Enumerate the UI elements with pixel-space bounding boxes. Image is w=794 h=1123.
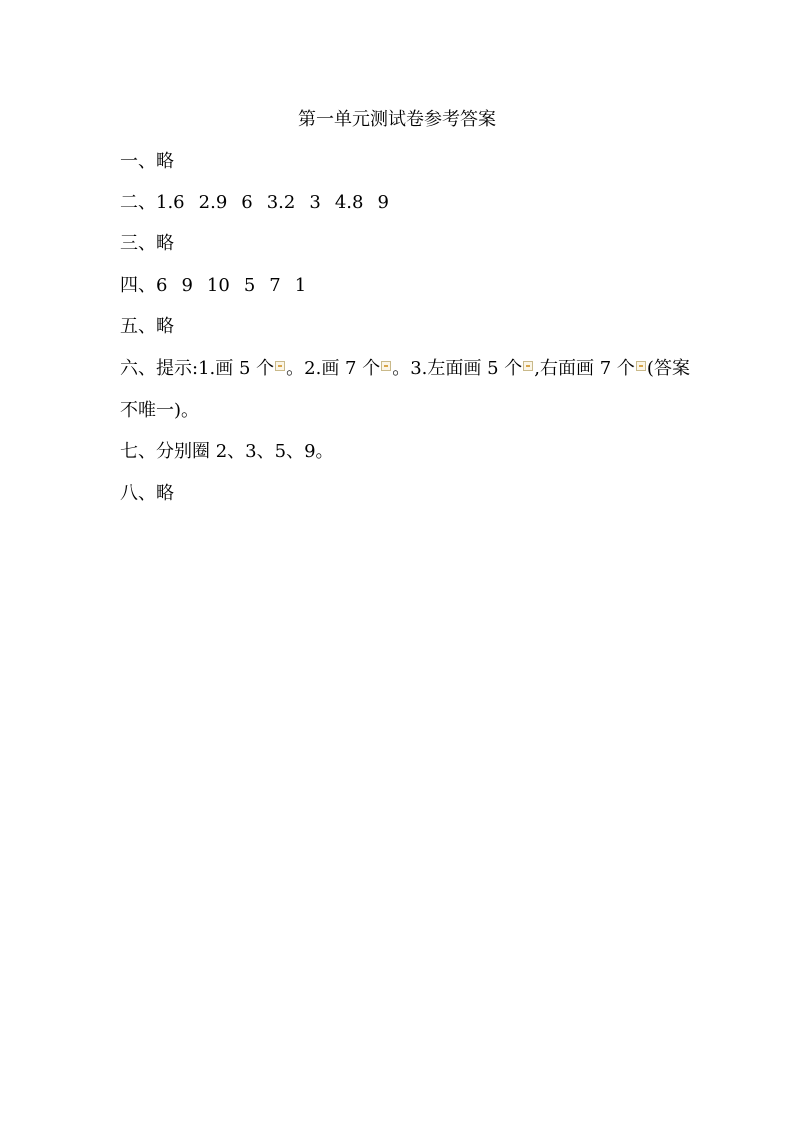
answer-line-6 <box>120 357 690 381</box>
answer-line-4 <box>120 274 306 298</box>
image-placeholder-icon <box>275 361 285 371</box>
answer-value: 9 <box>377 192 389 213</box>
answer-line-1: 一、略 <box>120 151 174 172</box>
answer-line-4-prefix: 四、 <box>120 275 156 296</box>
answer-value: 2.9 <box>198 192 228 213</box>
answer-value: 6 <box>156 275 168 296</box>
image-placeholder-icon <box>381 361 391 371</box>
answer-line-2 <box>120 191 389 215</box>
answer-line-6-part-2: 。2.画 7 个 <box>286 358 381 379</box>
answer-value: 5 <box>243 275 256 296</box>
answer-value: 1 <box>294 275 307 296</box>
image-placeholder-icon <box>636 361 646 371</box>
answer-line-7: 七、分别圈 2、3、5、9。 <box>120 441 334 462</box>
answer-line-6-part-3: 。3.左面画 5 个 <box>392 358 523 379</box>
answer-line-6-continued: 不唯一)。 <box>120 400 200 421</box>
answer-line-6-part-4: ,右面画 7 个 <box>534 358 635 379</box>
answer-value: 1.6 <box>156 192 185 213</box>
answer-value: 7 <box>269 275 281 296</box>
page-title: 第一单元测试卷参考答案 <box>298 109 496 130</box>
answer-value: 6 <box>241 192 253 213</box>
image-placeholder-icon <box>523 361 533 371</box>
answer-value: 10 <box>206 275 230 296</box>
answer-value: 3 <box>309 192 321 213</box>
answer-line-5: 五、略 <box>120 316 174 337</box>
answer-line-6-part-1: 六、提示:1.画 5 个 <box>120 358 275 379</box>
answer-value: 9 <box>181 275 193 296</box>
answer-value: 3.2 <box>266 192 296 213</box>
answer-line-8: 八、略 <box>120 483 174 504</box>
answer-line-6-part-5: (答案 <box>646 358 690 379</box>
answer-line-2-prefix: 二、 <box>120 192 156 213</box>
answer-line-3: 三、略 <box>120 233 174 254</box>
answer-value: 4.8 <box>334 192 364 213</box>
